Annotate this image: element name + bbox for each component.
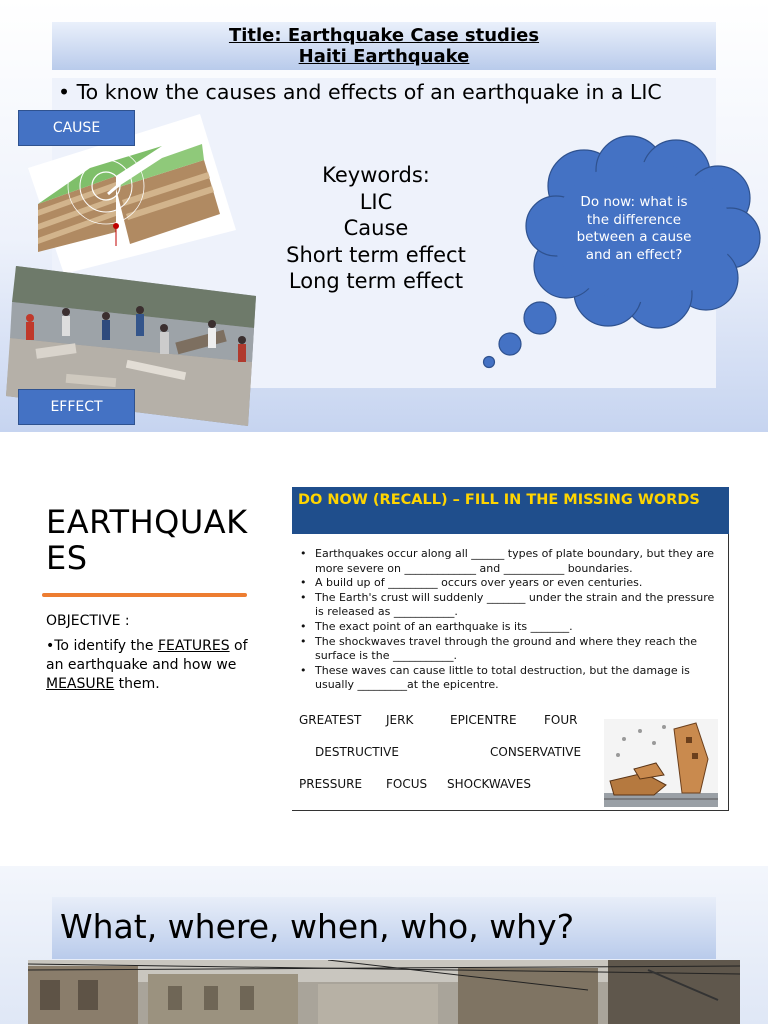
- worksheet-sentence: • A build up of _________ occurs over years or even centuries.: [298, 576, 718, 591]
- objective-prefix: •To identify the: [46, 638, 158, 654]
- word-bank-item: CONSERVATIVE: [490, 745, 582, 759]
- objective-measure: MEASURE: [46, 676, 115, 692]
- do-now-question: Do now: what is the difference between a cause and an effect?: [576, 194, 692, 263]
- keywords-list: [266, 162, 486, 295]
- worksheet-sentence: • These waves can cause little to total destruction, but the damage is usually _________at the epicentre.: [298, 664, 718, 693]
- keywords-heading: Keywords:: [322, 163, 430, 187]
- objective-text: [46, 637, 260, 694]
- slide1-title-line2: Haiti Earthquake: [298, 46, 470, 67]
- keyword-item: Cause: [343, 216, 409, 241]
- worksheet-sentence: • The Earth's crust will suddenly _______ under the strain and the pressure is released as ___________.: [298, 591, 718, 620]
- objective-suffix: them.: [114, 676, 160, 692]
- keyword-item: Short term effect: [286, 242, 466, 267]
- recall-worksheet: [292, 487, 729, 811]
- word-bank-item: FOCUS: [386, 777, 428, 791]
- slide1-title-bar: [52, 22, 716, 70]
- objective-features: FEATURES: [157, 638, 230, 654]
- haiti-street-photo: [28, 960, 740, 1024]
- keyword-item: Long term effect: [288, 269, 464, 294]
- slide3-title: What, where, when, who, why?: [60, 907, 575, 946]
- worksheet-sentences: [298, 547, 718, 693]
- cause-label: CAUSE: [18, 110, 135, 146]
- word-bank-item: GREATEST: [299, 713, 362, 727]
- slide1-title-line1: Title: Earthquake Case studies: [228, 25, 540, 46]
- effect-label: EFFECT: [18, 389, 135, 425]
- worksheet-sentence: • The shockwaves travel through the ground and where they reach the surface is the ___________.: [298, 635, 718, 664]
- word-bank-item: DESTRUCTIVE: [315, 745, 399, 759]
- word-bank-item: SHOCKWAVES: [447, 777, 531, 791]
- worksheet-sentence: • Earthquakes occur along all ______ types of plate boundary, but they are more severe on _____________ and ___________ boundaries.: [298, 547, 718, 576]
- word-bank-item: JERK: [386, 713, 414, 727]
- worksheet-header: DO NOW (RECALL) – FILL IN THE MISSING WORDS: [292, 487, 729, 534]
- collapsed-building-cartoon: [604, 719, 718, 807]
- slide1-learning-objective: • To know the causes and effects of an earthquake in a LIC: [58, 80, 662, 104]
- slide2-heading: EARTHQUAKES: [46, 503, 248, 577]
- word-bank-item: PRESSURE: [299, 777, 363, 791]
- word-bank-item: FOUR: [544, 713, 578, 727]
- heading-underline: [42, 593, 247, 597]
- word-bank-item: EPICENTRE: [450, 713, 517, 727]
- worksheet-sentence: • The exact point of an earthquake is its _______.: [298, 620, 718, 635]
- objective-label: OBJECTIVE :: [46, 613, 130, 629]
- objective-middle: of an earthquake and how we: [46, 638, 248, 673]
- keyword-item: LIC: [359, 189, 393, 214]
